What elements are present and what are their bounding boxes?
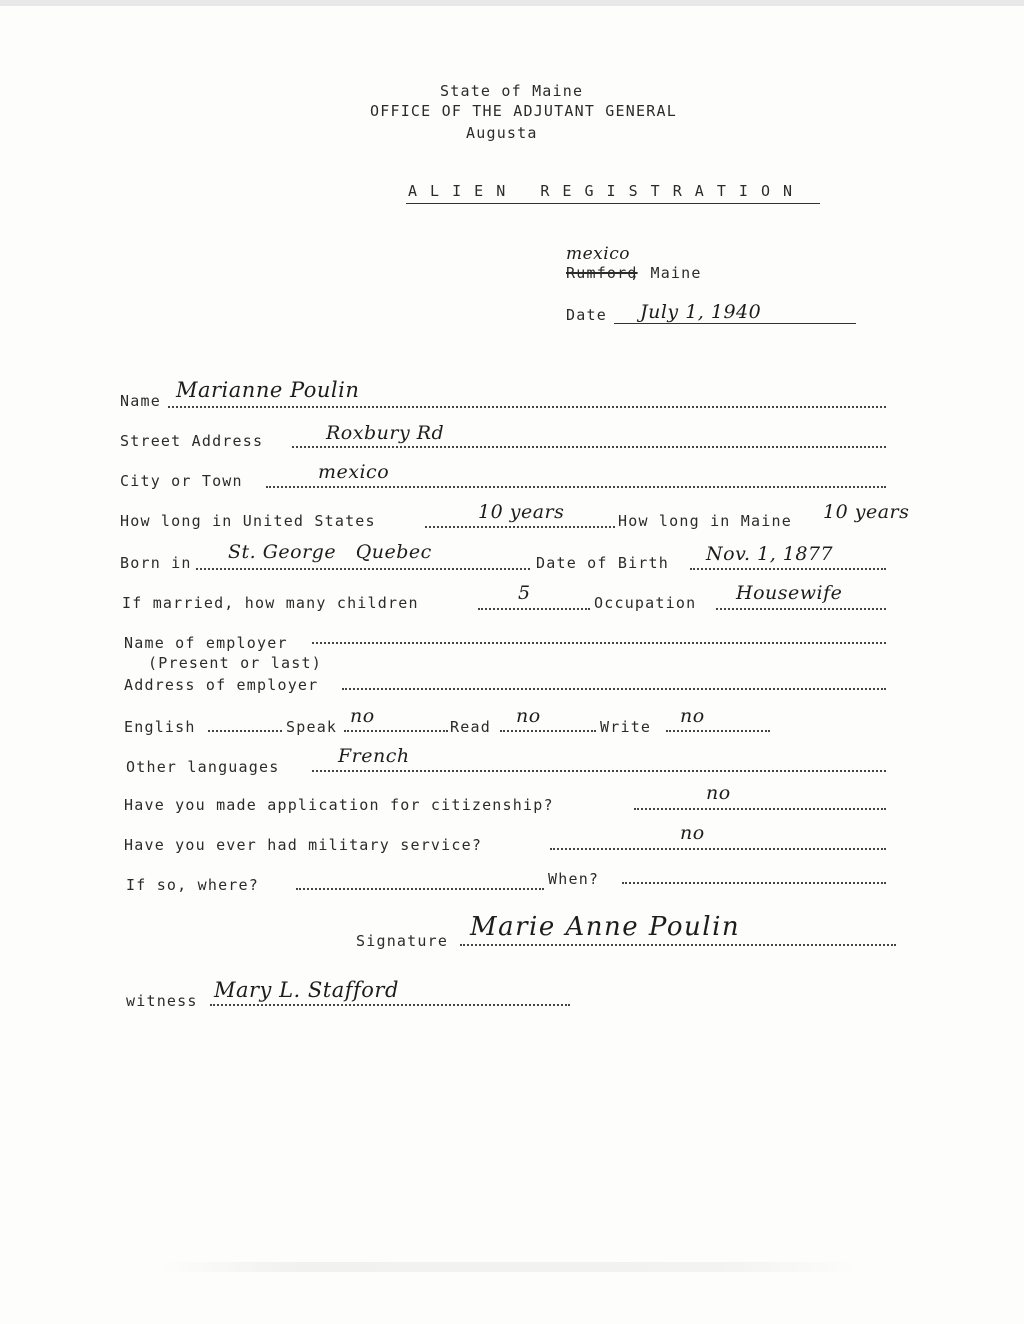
street-label: Street Address bbox=[120, 432, 264, 450]
read-leader bbox=[500, 730, 596, 732]
date-label: Date bbox=[566, 306, 607, 324]
city-value: mexico bbox=[318, 461, 390, 483]
born-label: Born in bbox=[120, 554, 192, 572]
citizenship-leader bbox=[634, 808, 886, 810]
name-label: Name bbox=[120, 392, 161, 410]
scan-edge bbox=[0, 0, 1024, 6]
when-label: When? bbox=[548, 870, 600, 888]
military-leader bbox=[550, 848, 886, 850]
speak-value: no bbox=[350, 705, 375, 727]
other-languages-leader bbox=[312, 770, 886, 772]
occupation-label: Occupation bbox=[594, 594, 697, 612]
form-title: A L I E N R E G I S T R A T I O N bbox=[408, 182, 795, 200]
handwritten-town: mexico bbox=[566, 244, 630, 264]
witness-label: witness bbox=[126, 992, 198, 1010]
years-us-value: 10 years bbox=[478, 501, 565, 523]
dob-value: Nov. 1, 1877 bbox=[706, 543, 834, 565]
citizenship-value: no bbox=[706, 782, 731, 804]
occupation-value: Housewife bbox=[736, 582, 843, 604]
citizenship-label: Have you made application for citizenship? bbox=[124, 796, 554, 814]
employer-label: Name of employer bbox=[124, 634, 288, 652]
dob-leader bbox=[690, 568, 886, 570]
header-office: OFFICE OF THE ADJUTANT GENERAL bbox=[370, 102, 677, 120]
read-label: Read bbox=[450, 718, 491, 736]
years-us-label: How long in United States bbox=[120, 512, 376, 530]
title-underline bbox=[406, 203, 820, 204]
signature-label: Signature bbox=[356, 932, 449, 950]
employer-address-label: Address of employer bbox=[124, 676, 319, 694]
born-value: St. George Quebec bbox=[228, 541, 432, 563]
name-value: Marianne Poulin bbox=[176, 378, 360, 402]
street-value: Roxbury Rd bbox=[326, 422, 445, 444]
write-leader bbox=[666, 730, 770, 732]
date-rule bbox=[614, 323, 856, 324]
signature-value: Marie Anne Poulin bbox=[470, 912, 741, 942]
children-leader bbox=[478, 608, 590, 610]
employer-address-leader bbox=[342, 688, 886, 690]
signature-leader bbox=[460, 944, 896, 946]
when-leader bbox=[622, 882, 886, 884]
city-label: City or Town bbox=[120, 472, 243, 490]
born-leader bbox=[196, 568, 530, 570]
employer-sublabel: (Present or last) bbox=[148, 654, 322, 672]
witness-value: Mary L. Stafford bbox=[214, 978, 399, 1002]
read-value: no bbox=[516, 705, 541, 727]
other-languages-value: French bbox=[338, 745, 410, 767]
speak-leader bbox=[344, 730, 448, 732]
children-value: 5 bbox=[518, 582, 531, 604]
write-label: Write bbox=[600, 718, 652, 736]
english-leader bbox=[208, 730, 282, 732]
header-city: Augusta bbox=[466, 124, 538, 142]
other-languages-label: Other languages bbox=[126, 758, 280, 776]
name-leader bbox=[168, 406, 886, 408]
write-value: no bbox=[680, 705, 705, 727]
military-value: no bbox=[680, 822, 705, 844]
occupation-leader bbox=[716, 608, 886, 610]
header-state: State of Maine bbox=[440, 82, 584, 100]
dob-label: Date of Birth bbox=[536, 554, 669, 572]
years-us-leader bbox=[425, 526, 615, 528]
city-leader bbox=[266, 486, 886, 488]
years-maine-label: How long in Maine bbox=[618, 512, 792, 530]
military-label: Have you ever had military service? bbox=[124, 836, 483, 854]
speak-label: Speak bbox=[286, 718, 338, 736]
where-label: If so, where? bbox=[126, 876, 259, 894]
children-label: If married, how many children bbox=[122, 594, 419, 612]
date-value: July 1, 1940 bbox=[640, 301, 762, 323]
english-label: English bbox=[124, 718, 196, 736]
where-leader bbox=[296, 888, 544, 890]
bleed-through-mark bbox=[160, 1262, 860, 1272]
state-suffix: , Maine bbox=[630, 264, 702, 282]
witness-leader bbox=[210, 1004, 570, 1006]
street-leader bbox=[292, 446, 886, 448]
years-maine-value: 10 years bbox=[823, 501, 910, 523]
employer-leader bbox=[312, 642, 886, 644]
printed-town-struck: Rumford bbox=[566, 264, 638, 282]
